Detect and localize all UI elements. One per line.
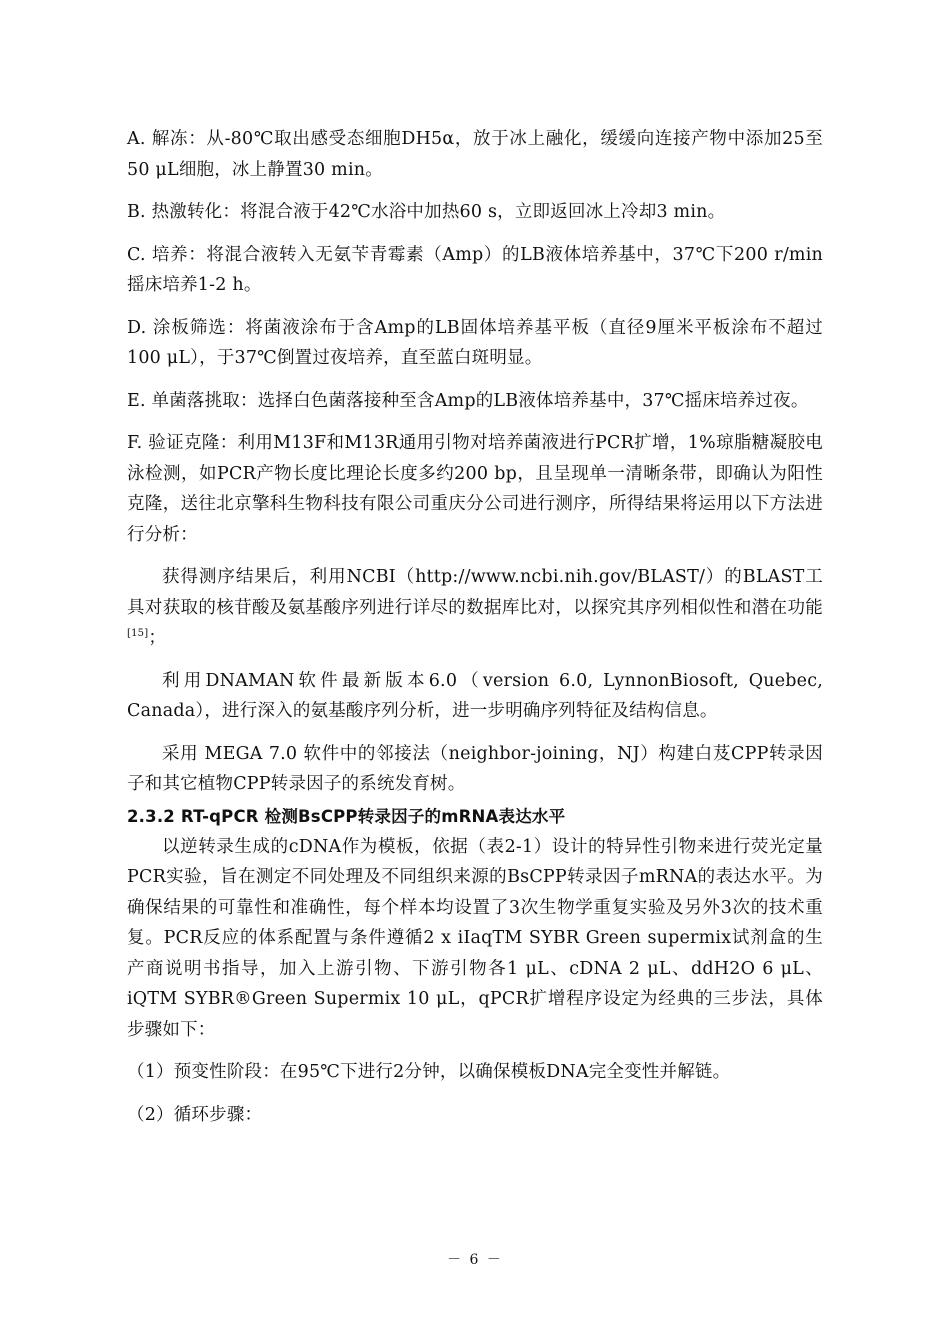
analysis-blast-text: 获得测序结果后，利用NCBI（http://www.ncbi.nih.gov/BLAST/）的BLAST工具对获取的核苷酸及氨基酸序列进行详尽的数据库比对，以探究其序列相似性和潜在功能 bbox=[127, 567, 823, 618]
protocol-step-d: D. 涂板筛选：将菌液涂布于含Amp的LB固体培养基平板（直径9厘米平板涂布不超过100 μL），于37℃倒置过夜培养，直至蓝白斑明显。 bbox=[127, 317, 823, 368]
qpcr-step-1: （1）预变性阶段：在95℃下进行2分钟，以确保模板DNA完全变性并解链。 bbox=[127, 1062, 731, 1082]
analysis-blast-end: ； bbox=[148, 628, 167, 648]
protocol-step-c: C. 培养：将混合液转入无氨苄青霉素（Amp）的LB液体培养基中，37℃下200 r/min摇床培养1-2 h。 bbox=[127, 244, 823, 295]
analysis-blast-paragraph bbox=[127, 562, 823, 654]
protocol-step-f: F. 验证克隆：利用M13F和M13R通用引物对培养菌液进行PCR扩增，1%琼脂糖凝胶电泳检测，如PCR产物长度比理论长度多约200 bp，且呈现单一清晰条带，即确认为阳性克隆，送往北京擎科生物科技有限公司重庆分公司进行测序，所得结果将运用以下方法进行分析： bbox=[127, 433, 823, 545]
analysis-dnaman-paragraph: 利用DNAMAN软件最新版本6.0（version 6.0, LynnonBiosoft, Quebec, Canada），进行深入的氨基酸序列分析，进一步明确序列特征及结构信息。 bbox=[127, 670, 823, 721]
page-number: － 6 － bbox=[447, 1252, 503, 1268]
qpcr-step-2: （2）循环步骤： bbox=[127, 1104, 263, 1125]
document-body bbox=[127, 124, 823, 1130]
protocol-step-b: B. 热激转化：将混合液于42℃水浴中加热60 s，立即返回冰上冷却3 min。 bbox=[127, 202, 726, 222]
protocol-step-a: A. 解冻：从-80℃取出感受态细胞DH5α，放于冰上融化，缓缓向连接产物中添加25至50 μL细胞，冰上静置30 min。 bbox=[127, 129, 823, 180]
citation-ref: [15] bbox=[127, 628, 149, 640]
protocol-step-e: E. 单菌落挑取：选择白色菌落接种至含Amp的LB液体培养基中，37℃摇床培养过夜。 bbox=[127, 390, 809, 411]
section-body-paragraph: 以逆转录生成的cDNA作为模板，依据（表2-1）设计的特异性引物来进行荧光定量PCR实验，旨在测定不同处理及不同组织来源的BsCPP转录因子mRNA的表达水平。为确保结果的可靠性和准确性，每个样本均设置了3次生物学重复实验及另外3次的技术重复。PCR反应的体系配置与条件遵循2 x iIaqTM SYBR Green supermix试剂盒的生产商说明书指导，加入上游引物、下游引物各1 μL、cDNA 2 μL、ddH2O 6 μL、iQTM SYBR®Green Supermix 10 μL，qPCR扩增程序设定为经典的三步法，具体步骤如下： bbox=[127, 836, 823, 1040]
section-heading: 2.3.2 RT-qPCR 检测BsCPP转录因子的mRNA表达水平 bbox=[127, 806, 566, 826]
analysis-mega-paragraph: 采用 MEGA 7.0 软件中的邻接法（neighbor-joining，NJ）构建白芨CPP转录因子和其它植物CPP转录因子的系统发育树。 bbox=[127, 743, 823, 794]
